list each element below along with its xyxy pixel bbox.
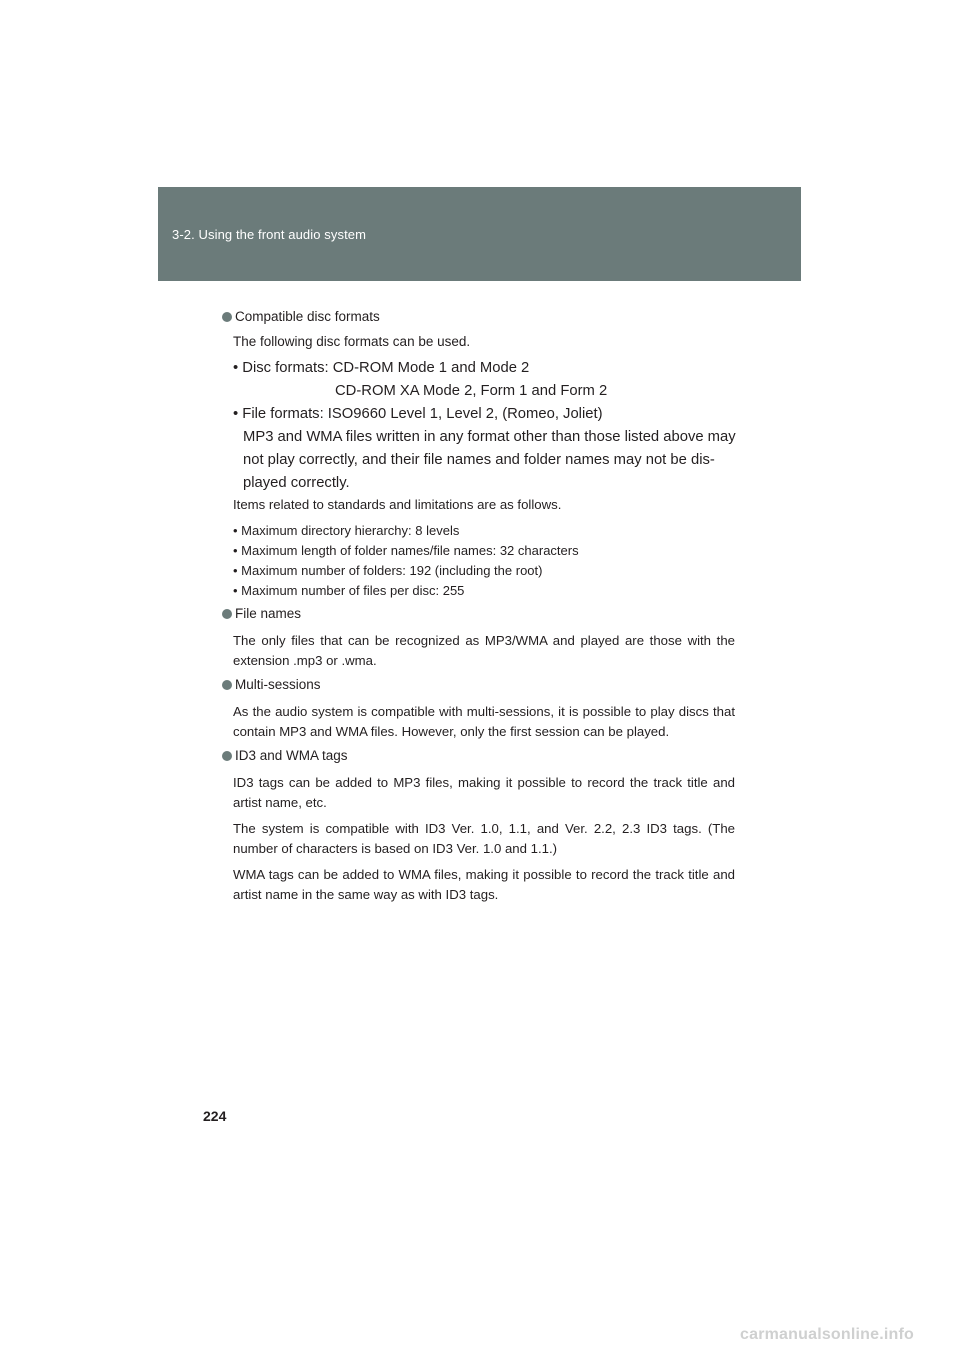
heading-label: ID3 and WMA tags: [235, 748, 348, 763]
heading-compatible-disc-formats: [222, 309, 380, 324]
format-note-line-2: not play correctly, and their file names and folder names may not be dis-: [243, 452, 715, 468]
heading-multi-sessions: [222, 677, 321, 692]
list-item: • Maximum number of files per disc: 255: [233, 583, 465, 598]
format-note-line-3: played correctly.: [243, 475, 350, 491]
limits-intro: Items related to standards and limitations are as follows.: [233, 497, 562, 512]
heading-file-names: [222, 606, 301, 621]
list-item: • Maximum number of folders: 192 (including the root): [233, 563, 543, 578]
intro-text: The following disc formats can be used.: [233, 334, 471, 349]
bullet-dot-icon: [222, 312, 232, 322]
heading-id3-wma-tags: [222, 748, 348, 763]
disc-formats-line: • Disc formats: CD-ROM Mode 1 and Mode 2: [233, 360, 530, 376]
id3-body-3: WMA tags can be added to WMA files, making it possible to record the track title and artist name in the same way as with ID3 tags.: [233, 867, 735, 902]
bullet-dot-icon: [222, 680, 232, 690]
heading-label: Multi-sessions: [235, 677, 321, 692]
file-formats-line: • File formats: ISO9660 Level 1, Level 2, (Romeo, Joliet): [233, 406, 603, 422]
multi-sessions-body: As the audio system is compatible with multi-sessions, it is possible to play discs that contain MP3 and WMA files. However, only the first session can be played.: [233, 704, 735, 739]
list-item: • Maximum directory hierarchy: 8 levels: [233, 523, 460, 538]
format-note-line-1: MP3 and WMA files written in any format other than those listed above may: [243, 429, 736, 445]
disc-formats-line-2: CD-ROM XA Mode 2, Form 1 and Form 2: [335, 383, 608, 399]
file-names-body: The only files that can be recognized as MP3/WMA and played are those with the extension .mp3 or .wma.: [233, 633, 735, 668]
heading-label: File names: [235, 606, 302, 621]
section-title: 3-2. Using the front audio system: [172, 227, 367, 242]
section-header-bar: [158, 187, 801, 281]
heading-label: Compatible disc formats: [235, 309, 380, 324]
list-item: • Maximum length of folder names/file names: 32 characters: [233, 543, 579, 558]
page-number: 224: [203, 1108, 227, 1124]
id3-body-2: The system is compatible with ID3 Ver. 1.0, 1.1, and Ver. 2.2, 2.3 ID3 tags. (The number of characters is based on ID3 Ver. 1.0 and 1.1.): [233, 821, 735, 856]
bullet-dot-icon: [222, 751, 232, 761]
watermark: carmanualsonline.info: [740, 1326, 915, 1343]
bullet-dot-icon: [222, 609, 232, 619]
id3-body-1: ID3 tags can be added to MP3 files, making it possible to record the track title and artist name, etc.: [233, 775, 735, 810]
